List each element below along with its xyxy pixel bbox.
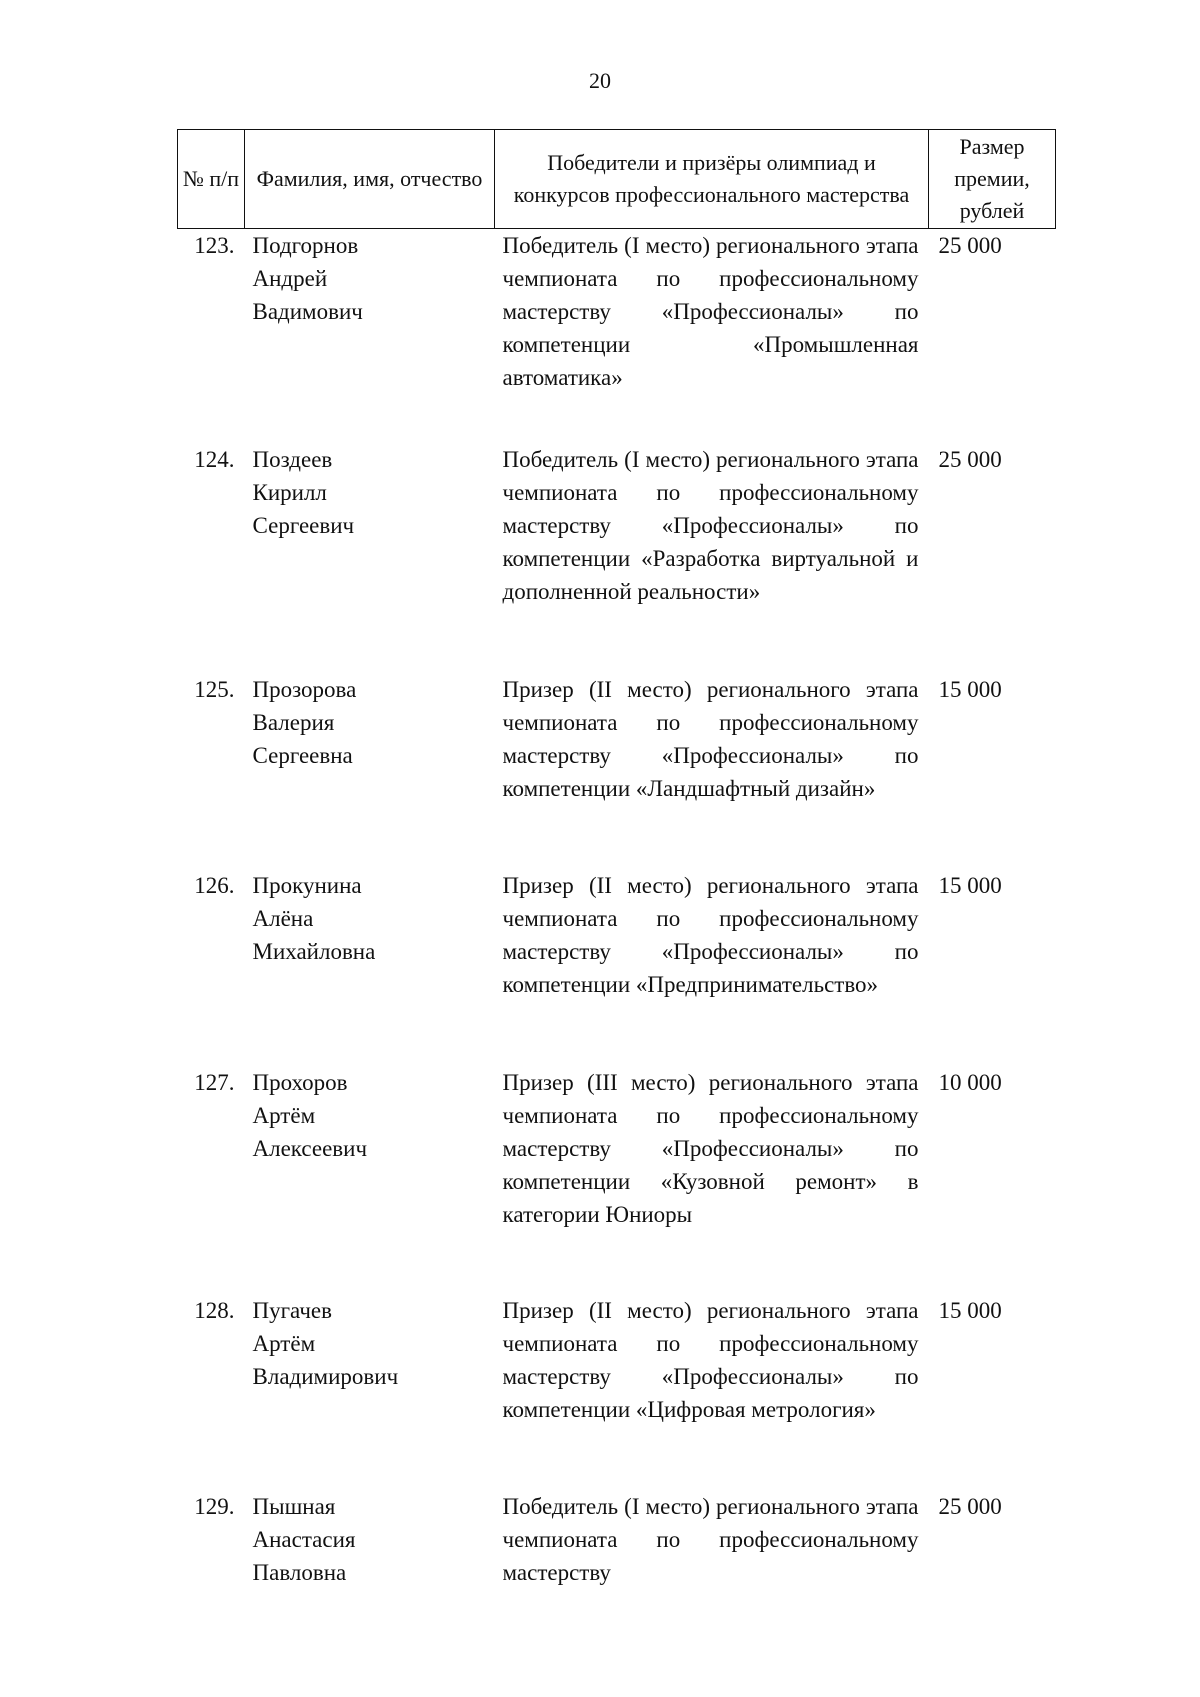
full-name xyxy=(245,1066,495,1294)
achievement-description: Призер (II место) регионального этапа чемпионата по профессиональному мастерству «Профессионалы» по компетенции «Ландшафтный дизайн» xyxy=(502,677,919,801)
first-name: Анастасия xyxy=(252,1527,356,1552)
awards-table-container xyxy=(177,129,1055,1600)
full-name xyxy=(245,229,495,444)
patronymic: Вадимович xyxy=(252,299,363,324)
row-number: 129. xyxy=(194,1494,235,1519)
table-row xyxy=(178,673,1056,869)
first-name: Артём xyxy=(252,1331,316,1356)
patronymic: Михайловна xyxy=(252,939,376,964)
patronymic: Сергеевна xyxy=(252,743,353,768)
achievement-description: Победитель (I место) регионального этапа чемпионата по профессиональному мастерству xyxy=(502,1494,919,1585)
patronymic: Владимирович xyxy=(252,1364,399,1389)
patronymic: Павловна xyxy=(252,1560,347,1585)
award-amount: 25 000 xyxy=(938,447,1002,472)
first-name: Алёна xyxy=(252,906,314,931)
row-number: 125. xyxy=(194,677,235,702)
page-number: 20 xyxy=(589,68,611,93)
table-row xyxy=(178,1294,1056,1490)
achievement-description: Призер (II место) регионального этапа чемпионата по профессиональному мастерству «Профессионалы» по компетенции «Цифровая метрология» xyxy=(502,1298,919,1422)
table-row xyxy=(178,1066,1056,1294)
header-number: № п/п xyxy=(178,130,245,229)
award-amount: 15 000 xyxy=(938,873,1002,898)
award-amount: 15 000 xyxy=(938,1298,1002,1323)
patronymic: Алексеевич xyxy=(252,1136,368,1161)
surname: Прокунина xyxy=(252,873,362,898)
table-row xyxy=(178,869,1056,1066)
patronymic: Сергеевич xyxy=(252,513,355,538)
row-number: 127. xyxy=(194,1070,235,1095)
row-number: 124. xyxy=(194,447,235,472)
header-achievement: Победители и призёры олимпиад и конкурсов профессионального мастерства xyxy=(495,130,929,229)
achievement-description: Победитель (I место) регионального этапа чемпионата по профессиональному мастерству «Профессионалы» по компетенции «Разработка виртуальной и дополненной реальности» xyxy=(502,447,919,604)
row-number: 123. xyxy=(194,233,235,258)
surname: Пугачев xyxy=(252,1298,332,1323)
first-name: Валерия xyxy=(252,710,335,735)
table-row xyxy=(178,1490,1056,1600)
first-name: Кирилл xyxy=(252,480,327,505)
row-number: 128. xyxy=(194,1298,235,1323)
full-name xyxy=(245,1294,495,1490)
table-body xyxy=(178,229,1056,1601)
achievement-description: Победитель (I место) регионального этапа чемпионата по профессиональному мастерству «Профессионалы» по компетенции «Промышленная автоматика» xyxy=(502,233,919,390)
award-amount: 25 000 xyxy=(938,1494,1002,1519)
awards-table xyxy=(177,129,1056,1600)
first-name: Артём xyxy=(252,1103,316,1128)
full-name xyxy=(245,443,495,673)
first-name: Андрей xyxy=(252,266,328,291)
surname: Прохоров xyxy=(252,1070,348,1095)
full-name xyxy=(245,673,495,869)
award-amount: 10 000 xyxy=(938,1070,1002,1095)
surname: Прозорова xyxy=(252,677,357,702)
table-header xyxy=(178,130,1056,229)
header-award-amount: Размер премии, рублей xyxy=(929,130,1056,229)
table-row xyxy=(178,229,1056,444)
award-amount: 25 000 xyxy=(938,233,1002,258)
surname: Подгорнов xyxy=(252,233,359,258)
header-full-name: Фамилия, имя, отчество xyxy=(245,130,495,229)
surname: Пышная xyxy=(252,1494,336,1519)
achievement-description: Призер (II место) регионального этапа чемпионата по профессиональному мастерству «Профессионалы» по компетенции «Предпринимательство» xyxy=(502,873,919,997)
surname: Поздеев xyxy=(252,447,333,472)
full-name xyxy=(245,869,495,1066)
achievement-description: Призер (III место) регионального этапа чемпионата по профессиональному мастерству «Профессионалы» по компетенции «Кузовной ремонт» в категории Юниоры xyxy=(502,1070,919,1227)
award-amount: 15 000 xyxy=(938,677,1002,702)
full-name xyxy=(245,1490,495,1600)
table-row xyxy=(178,443,1056,673)
row-number: 126. xyxy=(194,873,235,898)
